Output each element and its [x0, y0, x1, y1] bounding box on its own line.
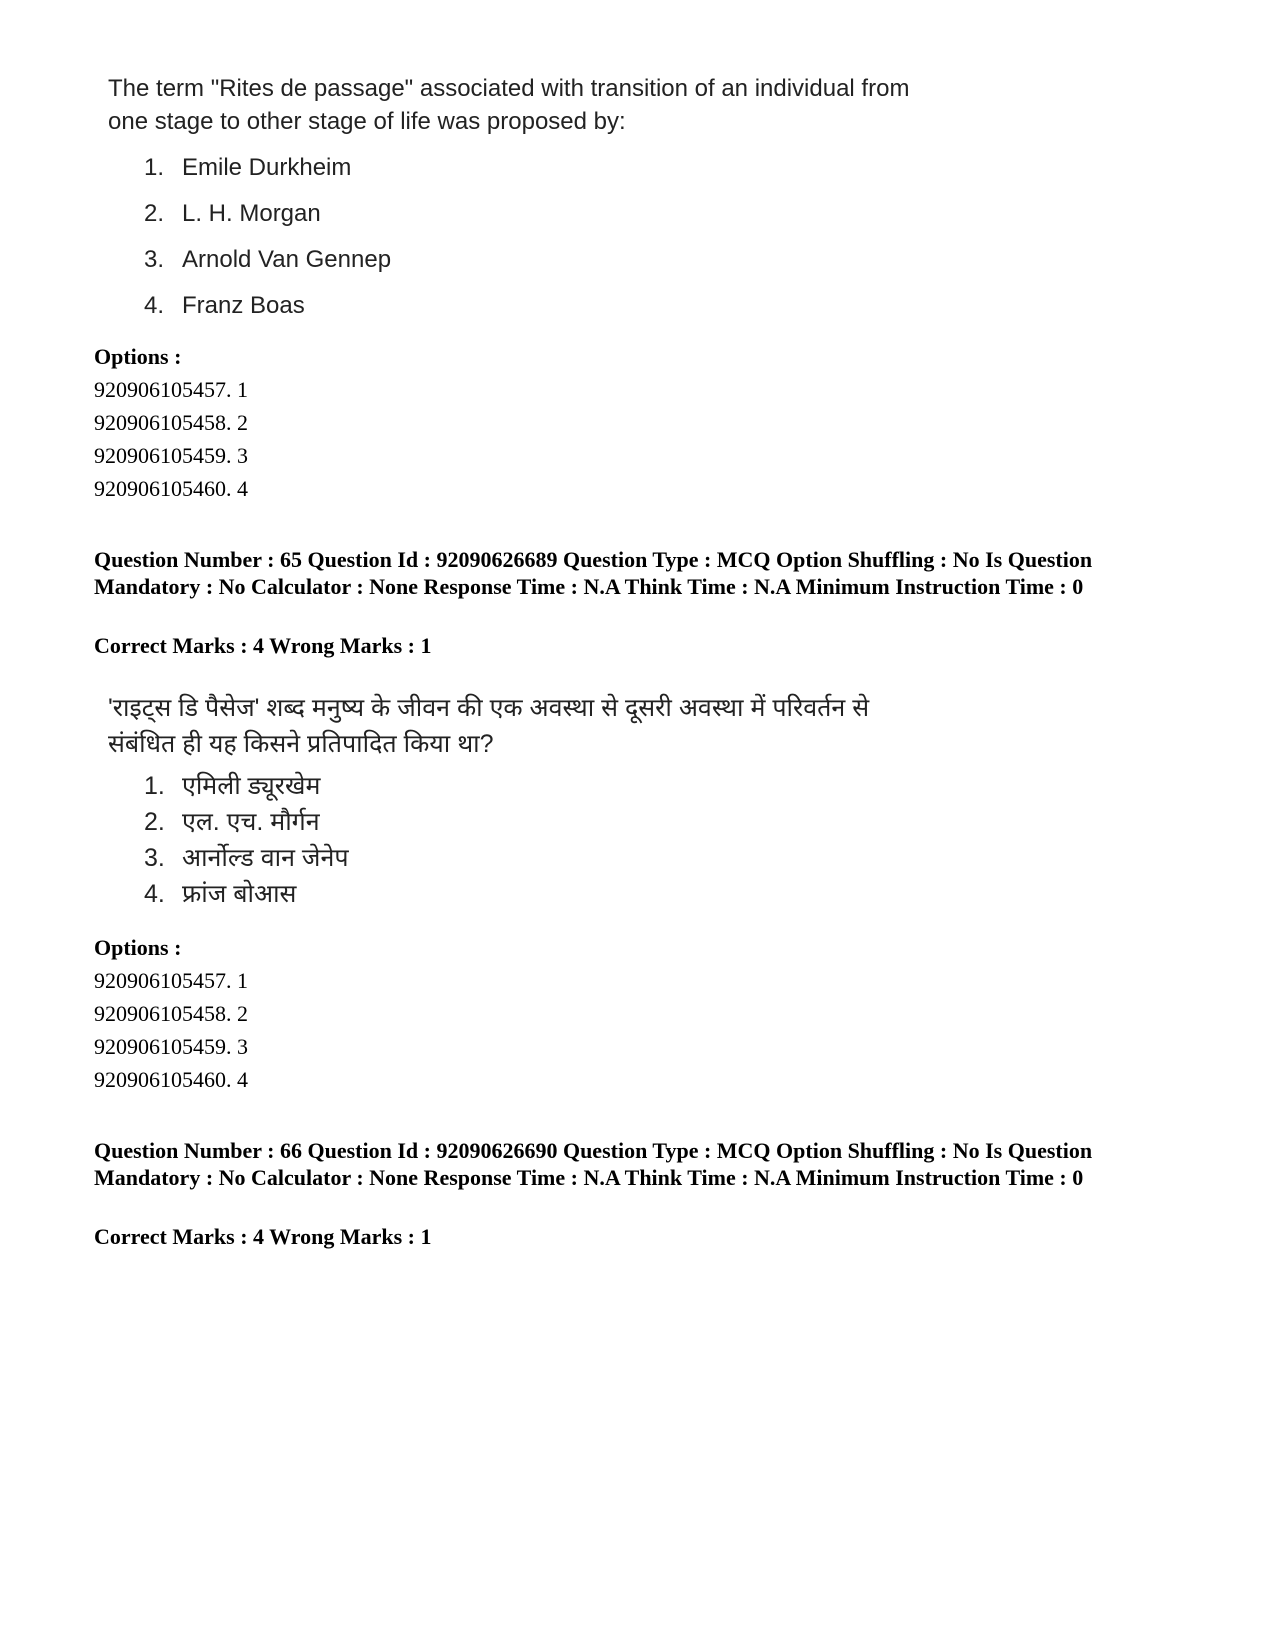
answer-choices-list: [144, 768, 869, 912]
choice-text: Emile Durkheim: [182, 154, 352, 181]
choice-text: फ्रांज बोआस: [182, 880, 297, 908]
choice-number: 2.: [144, 200, 165, 227]
choice-text: Arnold Van Gennep: [182, 246, 392, 273]
choice-number: 3.: [144, 844, 165, 872]
question-meta: Question Number : 65 Question Id : 92090626689 Question Type : MCQ Option Shuffling : No Is Question Mandatory : No Calculator : None Response Time : N.A Think Time : N.A Minimum Instruction Time : 0: [94, 547, 1093, 599]
options-label: Options :: [94, 344, 182, 369]
choice-text: आर्नोल्ड वान जेनेप: [182, 844, 349, 872]
marks-line: Correct Marks : 4 Wrong Marks : 1: [94, 1224, 432, 1249]
answer-choice: [144, 804, 869, 840]
answer-choice: [144, 198, 909, 244]
answer-choice: [144, 244, 909, 290]
option-id: 920906105459. 3: [94, 443, 248, 468]
answer-choice: [144, 876, 869, 912]
choice-text: एमिली ड्यूरखेम: [182, 772, 321, 800]
choice-text: एल. एच. मौर्गन: [182, 808, 320, 836]
options-label: Options :: [94, 935, 182, 960]
choice-number: 1.: [144, 772, 165, 800]
option-id: 920906105460. 4: [94, 1067, 248, 1092]
question-stem-image-hindi: [108, 690, 869, 912]
choice-text: L. H. Morgan: [182, 200, 321, 227]
choice-number: 4.: [144, 880, 165, 908]
choice-text: Franz Boas: [182, 292, 305, 319]
answer-choice: [144, 840, 869, 876]
question-stem-line: संबंधित ही यह किसने प्रतिपादित किया था?: [108, 730, 494, 758]
question-stem-line: 'राइट्स डि पैसेज' शब्द मनुष्य के जीवन की एक अवस्था से दूसरी अवस्था में परिवर्तन से: [108, 694, 870, 722]
choice-number: 1.: [144, 154, 165, 181]
option-id: 920906105457. 1: [94, 377, 248, 402]
answer-choices-list: [144, 152, 909, 336]
option-id: 920906105458. 2: [94, 410, 248, 435]
marks-line: Correct Marks : 4 Wrong Marks : 1: [94, 633, 432, 658]
question-meta: Question Number : 66 Question Id : 92090626690 Question Type : MCQ Option Shuffling : No Is Question Mandatory : No Calculator : None Response Time : N.A Think Time : N.A Minimum Instruction Time : 0: [94, 1138, 1093, 1190]
choice-number: 4.: [144, 292, 165, 319]
answer-choice: [144, 152, 909, 198]
choice-number: 2.: [144, 808, 165, 836]
options-block: [94, 931, 248, 1096]
answer-choice: [144, 290, 909, 336]
option-id: 920906105459. 3: [94, 1034, 248, 1059]
question-stem-image-english: [108, 72, 909, 336]
question-stem-line: one stage to other stage of life was proposed by:: [108, 108, 626, 135]
option-id: 920906105457. 1: [94, 968, 248, 993]
question-stem-line: The term "Rites de passage" associated with transition of an individual from: [108, 75, 910, 102]
answer-choice: [144, 768, 869, 804]
options-block: [94, 340, 248, 505]
option-id: 920906105460. 4: [94, 476, 248, 501]
choice-number: 3.: [144, 246, 165, 273]
option-id: 920906105458. 2: [94, 1001, 248, 1026]
